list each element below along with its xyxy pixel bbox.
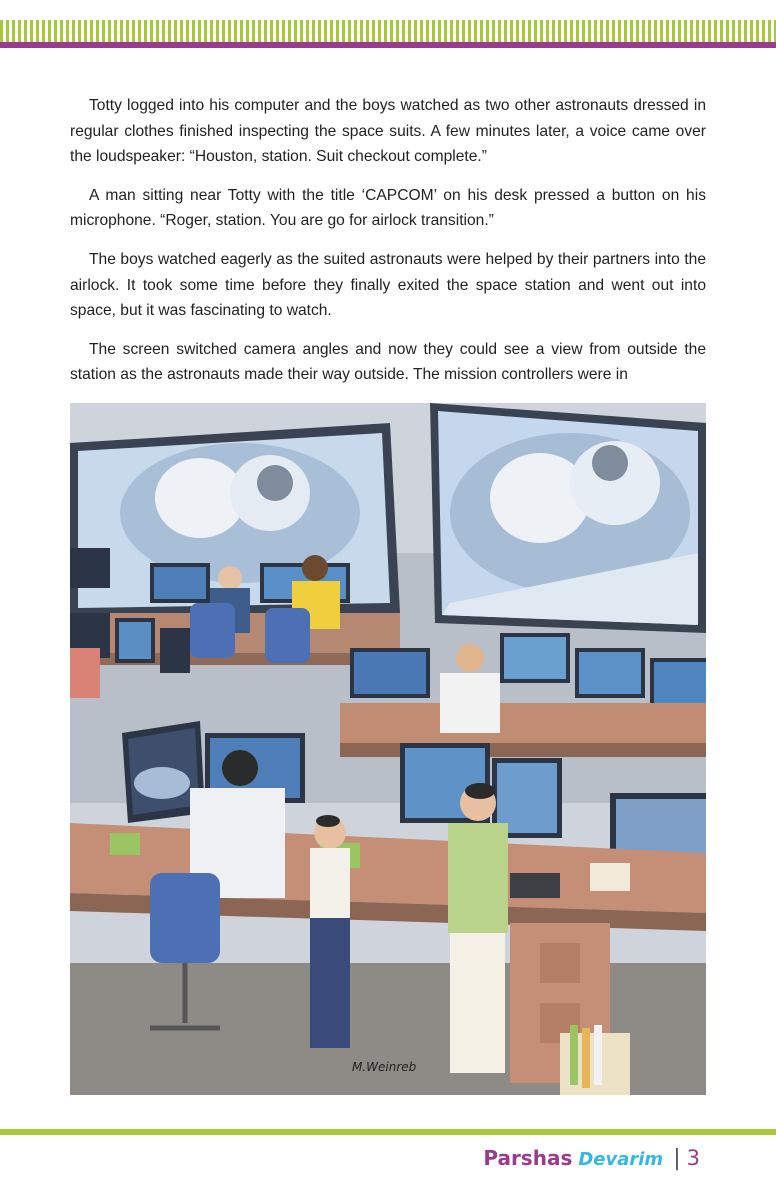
footer-devarim: Devarim [578, 1149, 664, 1170]
top-purple-rule [0, 42, 776, 48]
paragraph-4: The screen switched camera angles and now they could see a view from outside the station as the astronauts made their way outside. The mission controllers were in [70, 340, 706, 384]
footer-parshas: Parshas [483, 1146, 573, 1170]
page-number: 3 [686, 1146, 700, 1170]
illustrator-signature: M.Weinreb [352, 1060, 417, 1074]
story-text [70, 93, 706, 401]
top-decorative-stripe [0, 20, 776, 42]
page-footer [483, 1146, 700, 1176]
paragraph-2: A man sitting near Totty with the title ‘CAPCOM’ on his desk pressed a button on his microphone. “Roger, station. You are go for airlock transition.” [70, 186, 706, 230]
big-screen-right [430, 403, 706, 633]
paragraph-1: Totty logged into his computer and the boys watched as two other astronauts dressed in regular clothes finished inspecting the space suits. A few minutes later, a voice came over the loudspeaker: “Houston, station. Suit checkout complete.” [70, 97, 706, 166]
footer-separator: | [673, 1146, 681, 1171]
mission-control-illustration [70, 403, 706, 1095]
paragraph-3: The boys watched eagerly as the suited astronauts were helped by their partners into the airlock. It took some time before they finally exited the space station and went out into space, but it was fascinating to watch. [70, 250, 706, 320]
bottom-green-rule [0, 1129, 776, 1135]
file-folders [560, 1025, 630, 1095]
